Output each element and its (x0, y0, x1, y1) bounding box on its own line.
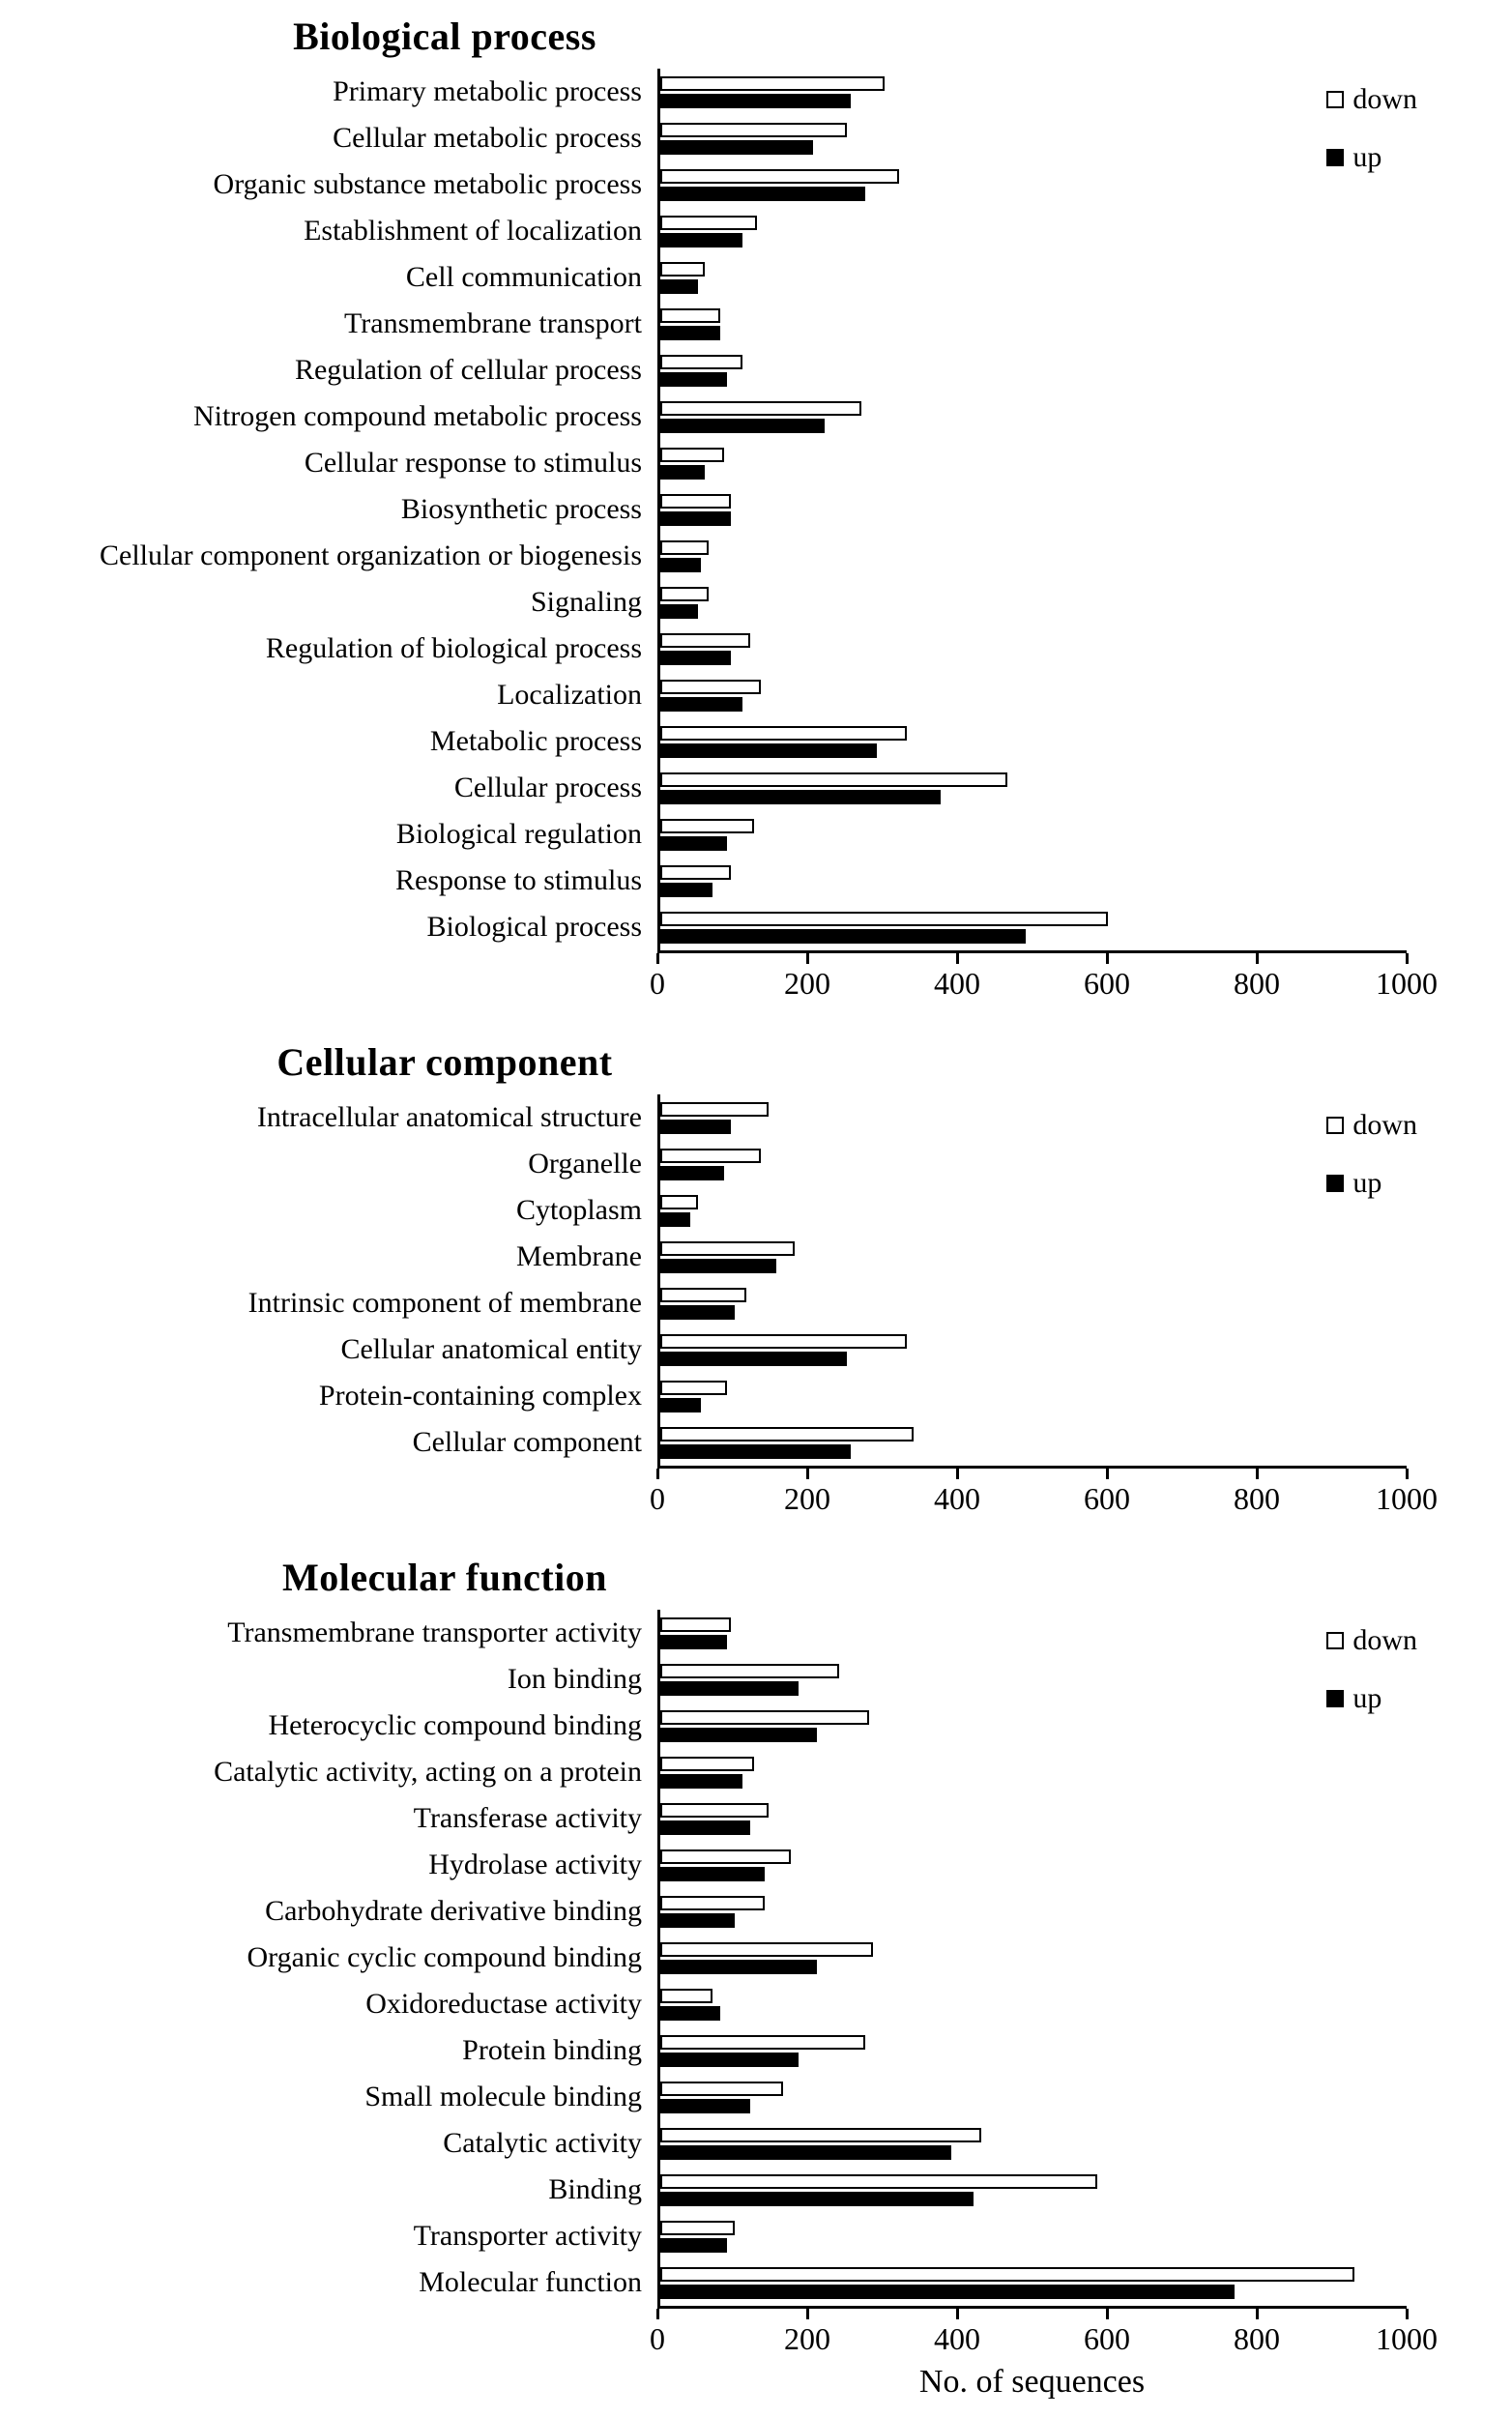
bar-area (657, 208, 1407, 254)
tick-mark (1406, 1469, 1409, 1479)
chart-row (0, 69, 1512, 115)
legend-item-up (1326, 1167, 1417, 1200)
bar-up (660, 465, 705, 480)
tick-label: 200 (784, 2321, 830, 2356)
chart-row (0, 1280, 1512, 1326)
bar-up (660, 1774, 742, 1789)
category-label: Cellular metabolic process (333, 121, 642, 154)
chart-title: Molecular function (281, 1556, 607, 1599)
up-swatch-icon (1326, 149, 1344, 166)
chart-row (0, 1935, 1512, 1981)
bar-area (657, 2259, 1407, 2306)
category-label: Transmembrane transport (344, 306, 642, 339)
chart-row (0, 1749, 1512, 1795)
bar-area (657, 2120, 1407, 2167)
up-swatch-icon (1326, 1690, 1344, 1707)
legend-label-up: up (1352, 141, 1382, 173)
tick-mark (1106, 953, 1109, 964)
tick-label: 1000 (1376, 2321, 1438, 2356)
category-label: Regulation of cellular process (294, 353, 642, 386)
bar-area (657, 718, 1407, 765)
chart-row (0, 626, 1512, 672)
bar-area (657, 1656, 1407, 1703)
tick-mark (656, 1469, 659, 1479)
category-label: Protein binding (462, 2033, 642, 2066)
bar-up (660, 1681, 799, 1696)
category-label: Intrinsic component of membrane (247, 1286, 642, 1319)
bar-up (660, 1166, 724, 1180)
tick-mark (1406, 2309, 1409, 2319)
bar-down (660, 1849, 791, 1864)
category-label: Hydrolase activity (428, 1848, 642, 1880)
bar-area (657, 1373, 1407, 1419)
chart-row (0, 904, 1512, 950)
bar-down (660, 1381, 727, 1395)
bar-area (657, 579, 1407, 626)
tick-label: 400 (934, 966, 980, 1001)
bar-up (660, 1635, 727, 1649)
chart-row (0, 486, 1512, 533)
tick-mark (1406, 953, 1409, 964)
x-tick (1234, 2309, 1280, 2357)
bar-area (657, 2213, 1407, 2259)
x-tick (934, 2309, 980, 2357)
bar-up (660, 372, 727, 387)
chart-row (0, 2167, 1512, 2213)
category-label: Biosynthetic process (400, 492, 642, 525)
bar-up (660, 140, 813, 155)
tick-label: 800 (1234, 1481, 1280, 1516)
bar-down (660, 540, 709, 555)
bar-area (657, 1610, 1407, 1656)
bar-up (660, 790, 941, 804)
legend-item-up (1326, 141, 1417, 174)
tick-mark (806, 1469, 809, 1479)
x-tick (1376, 1469, 1438, 1517)
x-tick (650, 953, 665, 1002)
bar-area (657, 1935, 1407, 1981)
bar-up (660, 604, 698, 619)
bar-down (660, 1803, 769, 1818)
x-tick (650, 2309, 665, 2357)
category-label: Ion binding (507, 1662, 642, 1695)
chart-row (0, 301, 1512, 347)
legend (1326, 1109, 1417, 1200)
category-label: Primary metabolic process (333, 74, 642, 107)
tick-mark (806, 2309, 809, 2319)
x-axis (650, 950, 1438, 1005)
x-tick (934, 1469, 980, 1517)
bar-down (660, 633, 750, 648)
category-label: Membrane (516, 1239, 642, 1272)
bar-down (660, 216, 757, 230)
bar-down (660, 1102, 769, 1117)
x-tick (784, 1469, 830, 1517)
legend-label-down: down (1352, 1624, 1417, 1656)
bar-up (660, 1120, 731, 1134)
chart-row (0, 1795, 1512, 1842)
bar-up (660, 187, 865, 201)
x-tick (784, 953, 830, 1002)
chart-row (0, 254, 1512, 301)
category-label: Cellular anatomical entity (340, 1332, 642, 1365)
bar-area (657, 672, 1407, 718)
bar-area (657, 2074, 1407, 2120)
bar-down (660, 2174, 1097, 2189)
bar-down (660, 1942, 873, 1957)
x-tick (1376, 2309, 1438, 2357)
chart-row (0, 1656, 1512, 1703)
category-label: Organelle (528, 1147, 642, 1179)
chart-row (0, 161, 1512, 208)
category-label: Molecular function (419, 2265, 642, 2298)
chart-row (0, 533, 1512, 579)
legend-item-down (1326, 83, 1417, 116)
bar-area (657, 1419, 1407, 1466)
category-label: Cellular response to stimulus (304, 446, 642, 479)
bar-down (660, 1617, 731, 1632)
bar-area (657, 1888, 1407, 1935)
bar-up (660, 883, 712, 897)
bar-down (660, 1195, 698, 1209)
chart-row (0, 858, 1512, 904)
tick-label: 1000 (1376, 1481, 1438, 1516)
legend-item-down (1326, 1109, 1417, 1142)
chart-row (0, 440, 1512, 486)
bar-down (660, 587, 709, 601)
bar-area (657, 69, 1407, 115)
chart-title: Biological process (293, 15, 596, 58)
bar-down (660, 726, 907, 741)
bar-down (660, 448, 724, 462)
category-label: Protein-containing complex (318, 1379, 642, 1412)
category-label: Cell communication (405, 260, 642, 293)
tick-mark (956, 2309, 959, 2319)
chart-row (0, 393, 1512, 440)
bar-up (660, 2053, 799, 2067)
bar-area (657, 254, 1407, 301)
bar-area (657, 904, 1407, 950)
chart-row (0, 1234, 1512, 1280)
x-tick (1234, 1469, 1280, 1517)
chart-row (0, 1141, 1512, 1187)
bar-down (660, 308, 720, 323)
chart-row (0, 672, 1512, 718)
plot-rows (0, 69, 1512, 950)
chart-row (0, 1888, 1512, 1935)
bar-down (660, 494, 731, 509)
bar-up (660, 326, 720, 340)
bar-up (660, 1305, 735, 1320)
bar-up (660, 929, 1026, 944)
bar-down (660, 1427, 914, 1441)
category-label: Regulation of biological process (265, 631, 642, 664)
chart-row (0, 1419, 1512, 1466)
bar-down (660, 865, 731, 880)
bar-up (660, 2192, 974, 2206)
bar-up (660, 1960, 817, 1974)
bar-down (660, 2082, 783, 2096)
bar-up (660, 511, 731, 526)
category-label: Small molecule binding (364, 2080, 642, 2112)
legend-label-down: down (1352, 83, 1417, 115)
chart-row (0, 115, 1512, 161)
tick-label: 1000 (1376, 966, 1438, 1001)
up-swatch-icon (1326, 1175, 1344, 1192)
plot-rows (0, 1610, 1512, 2306)
bar-down (660, 1334, 907, 1349)
tick-mark (1106, 2309, 1109, 2319)
down-swatch-icon (1326, 1117, 1344, 1134)
bar-area (657, 115, 1407, 161)
bar-area (657, 393, 1407, 440)
tick-label: 600 (1084, 966, 1130, 1001)
bar-area (657, 440, 1407, 486)
tick-mark (1256, 953, 1259, 964)
category-label: Carbohydrate derivative binding (265, 1894, 642, 1927)
category-label: Transmembrane transporter activity (227, 1616, 642, 1648)
category-label: Cellular component organization or biogenesis (100, 539, 642, 571)
chart-row (0, 811, 1512, 858)
tick-label: 0 (650, 2321, 665, 2356)
x-axis (650, 2306, 1438, 2360)
bar-area (657, 347, 1407, 393)
x-tick (650, 1469, 665, 1517)
tick-label: 800 (1234, 966, 1280, 1001)
bar-area (657, 533, 1407, 579)
chart-row (0, 208, 1512, 254)
chart-row (0, 2074, 1512, 2120)
bar-down (660, 912, 1108, 926)
bar-down (660, 2035, 865, 2050)
tick-mark (1256, 1469, 1259, 1479)
bar-down (660, 355, 742, 369)
legend-label-down: down (1352, 1109, 1417, 1141)
bar-up (660, 2285, 1235, 2299)
legend-item-down (1326, 1624, 1417, 1657)
chart-row (0, 1326, 1512, 1373)
bar-area (657, 1795, 1407, 1842)
bar-up (660, 2099, 750, 2113)
bar-up (660, 1352, 847, 1366)
tick-mark (1256, 2309, 1259, 2319)
bar-down (660, 772, 1007, 787)
category-label: Heterocyclic compound binding (268, 1708, 642, 1741)
chart-row (0, 2120, 1512, 2167)
x-axis-label: No. of sequences (918, 2364, 1146, 2400)
bar-up (660, 279, 698, 294)
tick-label: 600 (1084, 1481, 1130, 1516)
bar-down (660, 1288, 746, 1302)
x-tick (1234, 953, 1280, 1002)
bar-down (660, 2128, 981, 2142)
bar-area (657, 1094, 1407, 1141)
bar-area (657, 2167, 1407, 2213)
x-tick (784, 2309, 830, 2357)
bar-down (660, 1241, 795, 1256)
bar-area (657, 1141, 1407, 1187)
x-tick (1376, 953, 1438, 1002)
tick-mark (956, 953, 959, 964)
x-tick (1084, 1469, 1130, 1517)
category-label: Cellular component (412, 1425, 642, 1458)
bar-up (660, 1212, 690, 1227)
bar-down (660, 1989, 712, 2003)
bar-down (660, 123, 847, 137)
category-label: Organic cyclic compound binding (247, 1940, 642, 1973)
bar-area (657, 1326, 1407, 1373)
down-swatch-icon (1326, 1632, 1344, 1649)
bar-up (660, 697, 742, 712)
bar-down (660, 1149, 761, 1163)
chart-row (0, 1094, 1512, 1141)
tick-label: 200 (784, 966, 830, 1001)
category-label: Intracellular anatomical structure (256, 1100, 642, 1133)
plot-rows (0, 1094, 1512, 1466)
bar-up (660, 836, 727, 851)
category-label: Transporter activity (413, 2219, 642, 2252)
category-label: Catalytic activity, acting on a protein (214, 1755, 642, 1788)
category-label: Cytoplasm (515, 1193, 642, 1226)
chart-row (0, 1187, 1512, 1234)
bar-area (657, 2027, 1407, 2074)
category-label: Organic substance metabolic process (213, 167, 642, 200)
chart-row (0, 2213, 1512, 2259)
category-label: Localization (497, 678, 642, 711)
bar-up (660, 1820, 750, 1835)
category-label: Oxidoreductase activity (365, 1987, 642, 2020)
tick-label: 200 (784, 1481, 830, 1516)
chart-row (0, 1703, 1512, 1749)
chart-biological-process (0, 14, 1512, 1005)
tick-mark (656, 2309, 659, 2319)
bar-area (657, 161, 1407, 208)
bar-down (660, 169, 899, 184)
bar-area (657, 1981, 1407, 2027)
bar-area (657, 1749, 1407, 1795)
chart-row (0, 1610, 1512, 1656)
chart-row (0, 1981, 1512, 2027)
category-label: Signaling (530, 585, 642, 618)
bar-up (660, 1867, 765, 1881)
x-axis (650, 1466, 1438, 1520)
bar-down (660, 401, 861, 416)
bar-up (660, 651, 731, 665)
tick-mark (1106, 1469, 1109, 1479)
bar-area (657, 765, 1407, 811)
bar-down (660, 262, 705, 277)
chart-cellular-component (0, 1039, 1512, 1520)
bar-up (660, 1444, 851, 1459)
bar-up (660, 2145, 951, 2160)
tick-label: 400 (934, 1481, 980, 1516)
bar-up (660, 94, 851, 108)
category-label: Binding (548, 2172, 642, 2205)
bar-area (657, 626, 1407, 672)
category-label: Cellular process (453, 771, 642, 803)
chart-row (0, 2259, 1512, 2306)
bar-area (657, 1842, 1407, 1888)
category-label: Metabolic process (429, 724, 642, 757)
tick-label: 600 (1084, 2321, 1130, 2356)
tick-mark (656, 953, 659, 964)
bar-area (657, 486, 1407, 533)
category-label: Establishment of localization (304, 214, 642, 247)
tick-label: 0 (650, 1481, 665, 1516)
tick-mark (956, 1469, 959, 1479)
bar-down (660, 819, 754, 833)
x-tick (1084, 953, 1130, 1002)
category-label: Nitrogen compound metabolic process (192, 399, 642, 432)
bar-up (660, 1259, 776, 1273)
chart-row (0, 1373, 1512, 1419)
bar-up (660, 233, 742, 248)
bar-up (660, 743, 877, 758)
down-swatch-icon (1326, 91, 1344, 108)
bar-up (660, 2238, 727, 2253)
bar-up (660, 1728, 817, 1742)
category-label: Catalytic activity (443, 2126, 642, 2159)
bar-up (660, 419, 825, 433)
bar-area (657, 1187, 1407, 1234)
category-label: Biological process (426, 910, 642, 943)
bar-area (657, 1234, 1407, 1280)
chart-row (0, 347, 1512, 393)
tick-label: 0 (650, 966, 665, 1001)
bar-area (657, 1703, 1407, 1749)
tick-label: 800 (1234, 2321, 1280, 2356)
legend-label-up: up (1352, 1167, 1382, 1199)
bar-up (660, 1398, 701, 1412)
bar-up (660, 2006, 720, 2021)
bar-down (660, 76, 885, 91)
category-label: Biological regulation (395, 817, 642, 850)
category-label: Transferase activity (413, 1801, 642, 1834)
chart-row (0, 765, 1512, 811)
tick-mark (806, 953, 809, 964)
chart-molecular-function (0, 1555, 1512, 2401)
legend-item-up (1326, 1682, 1417, 1715)
legend (1326, 1624, 1417, 1715)
chart-row (0, 579, 1512, 626)
chart-title: Cellular component (276, 1040, 613, 1084)
chart-row (0, 718, 1512, 765)
bar-area (657, 811, 1407, 858)
x-tick (1084, 2309, 1130, 2357)
category-label: Response to stimulus (394, 863, 642, 896)
chart-row (0, 2027, 1512, 2074)
legend-label-up: up (1352, 1682, 1382, 1714)
x-tick (934, 953, 980, 1002)
chart-row (0, 1842, 1512, 1888)
bar-down (660, 1896, 765, 1910)
bar-down (660, 1757, 754, 1771)
bar-up (660, 1913, 735, 1928)
legend (1326, 83, 1417, 174)
bar-down (660, 2221, 735, 2235)
bar-area (657, 858, 1407, 904)
bar-down (660, 1664, 839, 1678)
bar-up (660, 558, 701, 572)
bar-area (657, 1280, 1407, 1326)
bar-area (657, 301, 1407, 347)
tick-label: 400 (934, 2321, 980, 2356)
bar-down (660, 2267, 1354, 2282)
bar-down (660, 680, 761, 694)
bar-down (660, 1710, 869, 1725)
